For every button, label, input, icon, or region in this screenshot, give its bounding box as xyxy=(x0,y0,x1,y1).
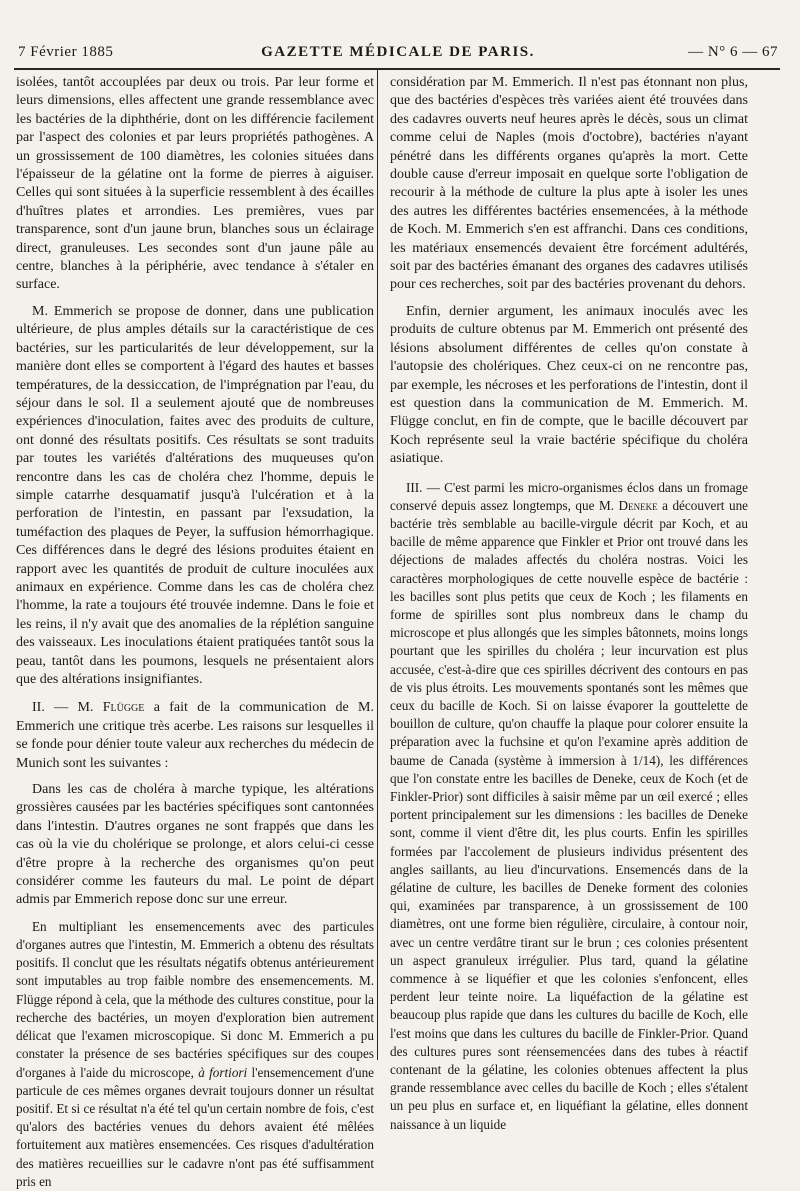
paragraph-text: l'ensemencement d'une particule de ces mêmes organes devrait toujours donner un résultat positif. Et si ce résultat n'a été tel qu'un certain nombre de fois, c'est qu'alors des bactéries venues du dehors avaient été mêlées fortuitement aux matières ensemencées. Ces risques d'adultération des matières recueillies sur le cadavre n'ont pas été suffisamment pris en xyxy=(16,1064,375,1189)
section-number: II. — xyxy=(32,700,69,716)
header-date: 7 Février 1885 xyxy=(18,44,114,60)
paragraph-text: a découvert une bactérie très semblable au bacille-virgule décrit par Koch, et au bacille de même apparence que Finkler et Prior ont trouvé dans les déjections de malades affectés du choléra nostras. Voici les caractères morphologiques de cette nouvelle espèce de bactérie : les bacilles sont plus petits que ceux de Koch ; les filaments en forme de spirilles sont plus nombreux dans le champ du microscope et plus allongés que les simples bâtonnets, moins longs pourtant que les spirilles du choléra ; leur incurvation est plus accusée, c'est-à-dire que ces spirilles décrivent des contours en pas de vis plus étroits. Les mouvements spontanés sont les mêmes que ceux du bacille de Koch. Si on laisse évaporer la gouttelette de bouillon de culture, qu'on chauffe la plaque pour colorer ensuite la préparation avec la fuchsine et qu'on l'examine après addition de baume de Canada (système à immersion à 1/14), les différences que l'on constate entre les bacilles de Deneke, ceux de Koch (et de Finkler-Prior) sont difficiles à saisir même par un œil exercé ; elles portent principalement sur les dimensions : les bacilles de Deneke sont, comme il vient d'être dit, les plus courts. Enfin les spirilles formées par l'accolement de plusieurs individus présentent des angles saillants, au lieu d'incurvations. Ensemencés dans de la gélatine de culture, les bacilles de Deneke forment des colonies qui, examinées par transparence, à un grossissement de 100 diamètres, ont une forme bien régulière, circulaire, à contour noir, avec un centre verdâtre tirant sur le brun ; ces colonies présentent un aspect granuleux irrégulier. Plus tard, quand la gélatine commence à se liquéfier et que les colonies s'enfoncent, elles perdent leur teinte noire. La liquéfaction de la gélatine est beaucoup plus rapide que dans les cultures du bacille de Koch, elle l'est moins que dans les cultures du bacille de Finkler-Prior. Quand des cultures pures sont réensemencées dans des tubes à réactif contenant de la gélatine, les colonies obtenues affectent la plus grande ressemblance avec celles du bacille de Koch ; elles s'étalent un peu plus en surface et, en liquéfiant la gélatine, elles donnent naissance à un liquide xyxy=(390,497,749,1132)
author-name: Deneke xyxy=(618,497,658,513)
header-rule xyxy=(14,68,780,70)
paragraph: considération par M. Emmerich. Il n'est pas étonnant non plus, que des bactéries d'espèces très variées aient été trouvées dans des cadavres ouverts neuf heures après le décès, sous un climat comme celui de Naples (mois d'octobre), bactéries n'ayant pénétré dans les différents organes qu'après la mort. Cette double cause d'erreur imposait en quelque sorte l'obligation de recourir à la méthode de culture la plus apte à isoler les unes des autres les différentes bactéries ensemencées, à la méthode de Koch. M. Emmerich s'en est affranchi. Dans ces conditions, les matériaux ensemencés devaient être forcément adultérés, soit par des bactéries émanant des organes des cadavres utilisés pour ces recherches, soit par des bactéries provenant du dehors. xyxy=(390,75,748,293)
header-title: GAZETTE MÉDICALE DE PARIS. xyxy=(261,44,535,60)
column-divider xyxy=(377,70,378,1060)
paragraph-text: En multipliant les ensemencements avec des particules d'organes autres que l'intestin, M. Emmerich a obtenu des résultats positifs. Il conclut que les résultats négatifs obtenus antérieurement sont imputables au trop faible nombre des ensemencements. M. Flügge répond à cela, que la méthode des cultures constitue, pour la recherche des bactéries, un moyen d'exploration bien autrement délicat que l'examen microscopique. Si donc M. Emmerich a pu constater la présence de ses bactéries spécifiques sur des coupes d'organes à l'aide du microscope, xyxy=(16,918,374,1080)
section-paragraph-ii xyxy=(16,699,374,773)
section-number: III. — xyxy=(406,479,440,495)
section-paragraph-iii xyxy=(390,479,748,1134)
page-header xyxy=(18,44,778,66)
paragraph: isolées, tantôt accouplées par deux ou trois. Par leur forme et leurs dimensions, elles affectent une grande ressemblance avec les bactéries de la diphthérie, dont on les différencie facilement par l'aspect des colonies et par leurs propriétés pathogènes. A un grossissement de 100 diamètres, les colonies situées dans l'épaisseur de la gélatine ont la forme de pierres à aiguiser. Celles qui sont situées à la superficie ressemblent à des écailles d'huîtres plates et arrondies. Les premières, vues par transparence, sont d'un jaune brun, blanches sous un éclairage direct, granuleuses. Les secondes sont d'un jaune pâle au centre, blanches à la périphérie, avec tendance à s'étaler en surface. xyxy=(16,75,374,293)
emphasis: à fortiori xyxy=(198,1064,248,1080)
right-column xyxy=(390,74,749,1132)
paragraph: M. Emmerich se propose de donner, dans une publication ultérieure, de plus amples détails sur la caractéristique de ces bactéries, sur les particularités de leur développement, sur la manière dont elles se comportent à l'égard des hautes et basses températures, de la dessiccation, de l'imprégnation par l'eau, du séjour dans le sol. Il a seulement ajouté que de nombreuses expériences d'inoculation, faites avec des produits de culture, ont donné des résultats positifs. Ces résultats se sont traduits par toutes les variétés d'altérations des muqueuses qu'on rencontre dans les cas de choléra chez l'homme, depuis le simple catarrhe desquamatif jusqu'à l'ulcération et à la perforation de l'intestin, en passant par l'exsudation, la tuméfaction des plaques de Peyer, la suffusion hémorrhagique. Ces différences dans le degré des lésions produites étaient en rapport avec les quantités de produit de culture inoculées aux animaux en expérience. Comme dans les cas de choléra chez l'homme, la rate a toujours été trouvée indemne. Dans le foie et les reins, il n'y avait que des anomalies de la réplétion sanguine des vaisseaux. Les inoculations étaient pratiquées tantôt sous la peau, tantôt dans les poumons, lesquels ne présentaient alors que des altérations insignifiantes. xyxy=(16,303,374,687)
author-name: M. Flügge xyxy=(77,700,145,716)
paragraph-text: C'est parmi les micro-organismes éclos dans un fromage conservé depuis assez longtemps, que M. xyxy=(390,479,748,513)
paragraph: Dans les cas de choléra à marche typique, les altérations grossières causées par les bactéries spécifiques sont cantonnées dans l'intestin. D'autres organes ne sont frappés que dans les cas où la vie du cholérique se prolonge, et alors celui-ci cesse d'être propre à la recherche des organismes qu'on peut considérer comme les fauteurs du mal. Le point de départ admis par Emmerich repose donc sur une erreur. xyxy=(16,782,374,908)
left-column xyxy=(16,74,375,1189)
header-page-number: — N° 6 — 67 xyxy=(688,44,778,60)
paragraph xyxy=(16,918,374,1191)
paragraph-text: a fait de la communication de M. Emmerich une critique très acerbe. Les raisons sur lesquelles il se fonde pour dénier toute valeur aux recherches du médecin de Munich sont les suivantes : xyxy=(16,700,374,771)
paragraph: Enfin, dernier argument, les animaux inoculés avec les produits de culture obtenus par M. Emmerich ont présenté des lésions absolument différentes de celles qu'on constate à l'autopsie des cholériques. Chez ceux-ci on ne rencontre pas, par exemple, les nécroses et les perforations de l'intestin, dont il est question dans la communication de M. Emmerich. M. Flügge conclut, en fin de compte, que le bacille découvert par Koch représente seul la vraie bactérie spécifique du choléra asiatique. xyxy=(390,303,748,467)
